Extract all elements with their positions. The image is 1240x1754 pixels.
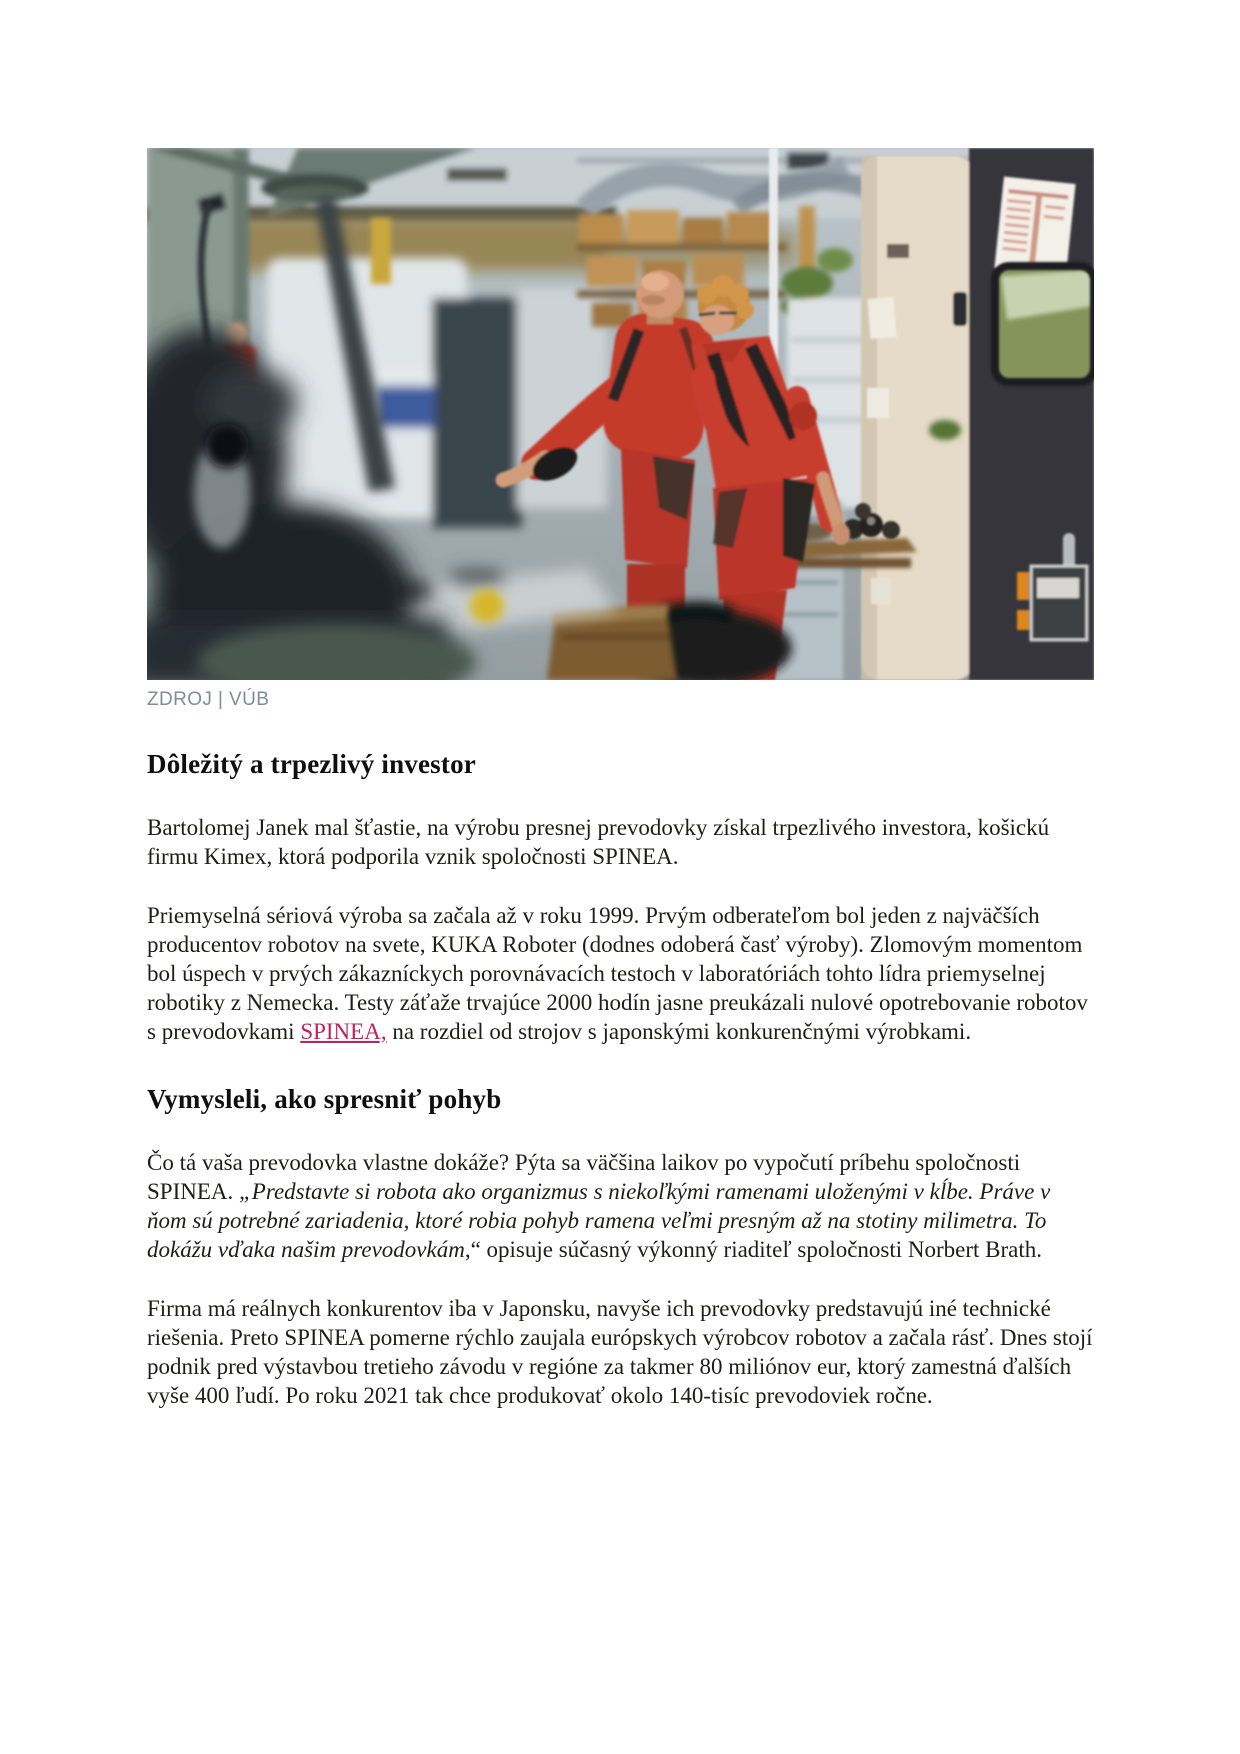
factory-photo-illustration [147,148,1094,680]
paragraph-text-after-quote: ,“ opisuje súčasný výkonný riaditeľ spoločnosti Norbert Brath. [464,1237,1043,1262]
paragraph-competition-growth: Firma má reálnych konkurentov iba v Japonsku, navyše ich prevodovky predstavujú iné technické riešenia. Preto SPINEA pomerne rýchlo zaujala európskych výrobcov robotov a začala rásť. Dnes stojí podnik pred výstavbou tretieho závodu v regióne za takmer 80 miliónov eur, ktorý zamestná ďalších vyše 400 ľudí. Po roku 2021 tak chce produkovať okolo 140-tisíc prevodoviek ročne. [147,1296,1093,1408]
article-page [147,0,1094,1410]
paragraph-text-before-link: Priemyselná sériová výroba sa začala až v roku 1999. Prvým odberateľom bol jeden z najväčších producentov robotov na svete, KUKA Roboter (dodnes odoberá časť výroby). Zlomovým momentom bol úspech v prvých zákazníckych porovnávacích testoch v laboratóriách tohto lídra priemyselnej robotiky z Nemecka. Testy záťaže trvajúce 2000 hodín jasne preukázali nulové opotrebovanie robotov s prevodovkami [147,903,1088,1044]
ceo-quote-italic: „Predstavte si robota ako organizmus s niekoľkými ramenami uloženými v kĺbe. Práve v ňom sú potrebné zariadenia, ktoré robia pohyb ramena veľmi presným až na stotiny milimetra. To dokážu vďaka našim prevodovkám [147,1179,1051,1262]
article-figure [147,148,1094,711]
paragraph-production-history [147,901,1094,1046]
paragraph-gearbox-quote [147,1148,1094,1264]
section-heading-motion: Vymysleli, ako spresniť pohyb [147,1084,502,1114]
article-photo [147,148,1094,680]
section-heading-investor: Dôležitý a trpezlivý investor [147,749,476,779]
paragraph-investor-intro: Bartolomej Janek mal šťastie, na výrobu presnej prevodovky získal trpezlivého investora, košickú firmu Kimex, ktorá podporila vznik spoločnosti SPINEA. [147,815,1050,869]
paragraph-text-before-quote: Čo tá vaša prevodovka vlastne dokáže? Pýta sa väčšina laikov po vypočutí príbehu spoločnosti SPINEA. [147,1150,1021,1204]
photo-caption: ZDROJ | VÚB [147,689,270,710]
spinea-link[interactable]: SPINEA, [300,1019,387,1044]
paragraph-text-after-link: na rozdiel od strojov s japonskými konkurenčnými výrobkami. [386,1019,972,1044]
